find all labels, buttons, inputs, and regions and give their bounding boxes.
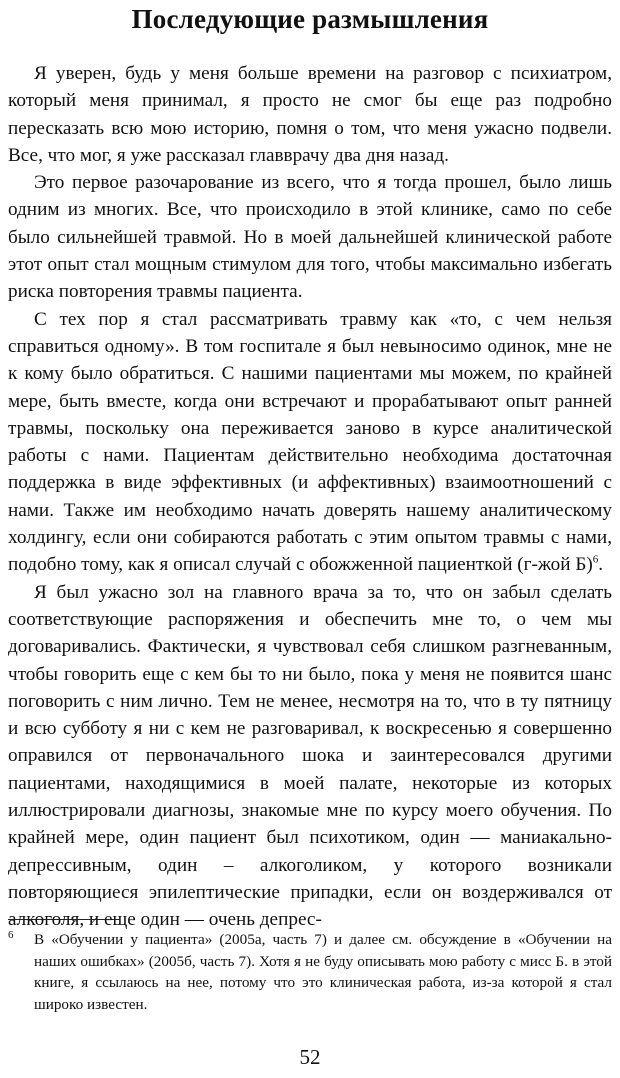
paragraph: С тех пор я стал рассматривать травму как «то, с чем нельзя справиться одному». В том госпитале я был невыносимо одинок, мне не к кому было обратиться. С нашими пациентами мы можем, по крайней мере, быть вместе, когда они встречают и прорабатывают опыт ранней травмы, поскольку она переживается заново в курсе аналитической работы с нами. Пациентам действительно необходима достаточная поддержка в виде эффективных (и аффективных) взаимоотношений с нами. Также им необходимо начать доверять нашему аналитическому холдингу, если они собираются работать с этим опытом травмы с нами, подобно тому, как я описал случай с обожженной пациенткой (г-жой Б)$^6$. xyxy=(8,308,612,576)
paragraph: Я был ужасно зол на главного врача за то, что он забыл сделать соответствующие распоряжения и обеспечить мне то, о чем мы договаривались. Фактически, я чувствовал себя слишком разгневанным, чтобы говорить еще с кем бы то ни было, пока у меня не появится шанс поговорить с ним лично. Тем не менее, несмотря на то, что в ту пятницу и всю субботу я ни с кем не разговаривал, к воскресенью я совершенно оправился от первоначального шока и заинтересовался другими пациентами, находящимися в моей палате, некоторые из которых иллюстрировали диагнозы, знакомые мне по курсу моего обучения. По крайней мере, один пациент был психотиком, один — маниакально-депрессивным, один – алкоголиком, у которого возникали повторяющиеся эпилептические припадки, если он воздерживался от алкоголя, и еще один — очень депрес- xyxy=(8,581,612,931)
page-number: 52 xyxy=(299,1045,321,1069)
footnote-text: В «Обучении у пациента» (2005а, часть 7) и далее см. обсуждение в «Обучении на наших ошибках» (2005б, часть 7). Хотя я не буду описывать мою работу с мисс Б. в этой книге, я ссылаюсь на нее, потому что это клиническая работа, из-за которой я стал широко известен. xyxy=(34,931,612,1013)
paragraph-text: С тех пор я стал рассматривать травму как «то, с чем нельзя справиться одному». В том госпитале я был невыносимо одинок, мне не к кому было обратиться. С нашими пациентами мы можем, по крайней мере, быть вместе, когда они встречают и прорабатывают опыт ранней травмы, поскольку она переживается заново в курсе аналитической работы с нами. Пациентам действительно необходима достаточная поддержка в виде эффективных (и аффективных) взаимоотношений с нами. Также им необходимо начать доверять нашему аналитическому холдингу, если они собираются работать с этим опытом травмы с нами, подобно тому, как я описал случай с обожженной пациенткой (г-жой Б) xyxy=(8,308,612,576)
paragraph: Это первое разочарование из всего, что я тогда прошел, было лишь одним из многих. Все, что происходило в этой клинике, само по себе было сильнейшей травмой. Но в моей дальнейшей клинической работе этот опыт стал мощным стимулом для того, чтобы максимально избегать риска повторения травмы пациента. xyxy=(8,172,612,303)
footnote-reference[interactable]: 6 xyxy=(592,553,599,566)
footnote xyxy=(8,929,612,1015)
footnote-divider xyxy=(8,919,120,920)
paragraph: Я уверен, будь у меня больше времени на разговор с психиатром, который меня принимал, я просто не смог бы еще раз подробно пересказать всю мою историю, помня о том, что меня ужасно подвели. Все, что мог, я уже рассказал главврачу два дня назад. xyxy=(8,63,612,166)
section-heading: Последующие размышления xyxy=(131,4,489,34)
main-text xyxy=(8,60,612,934)
footnote-number: 6 xyxy=(8,929,14,941)
